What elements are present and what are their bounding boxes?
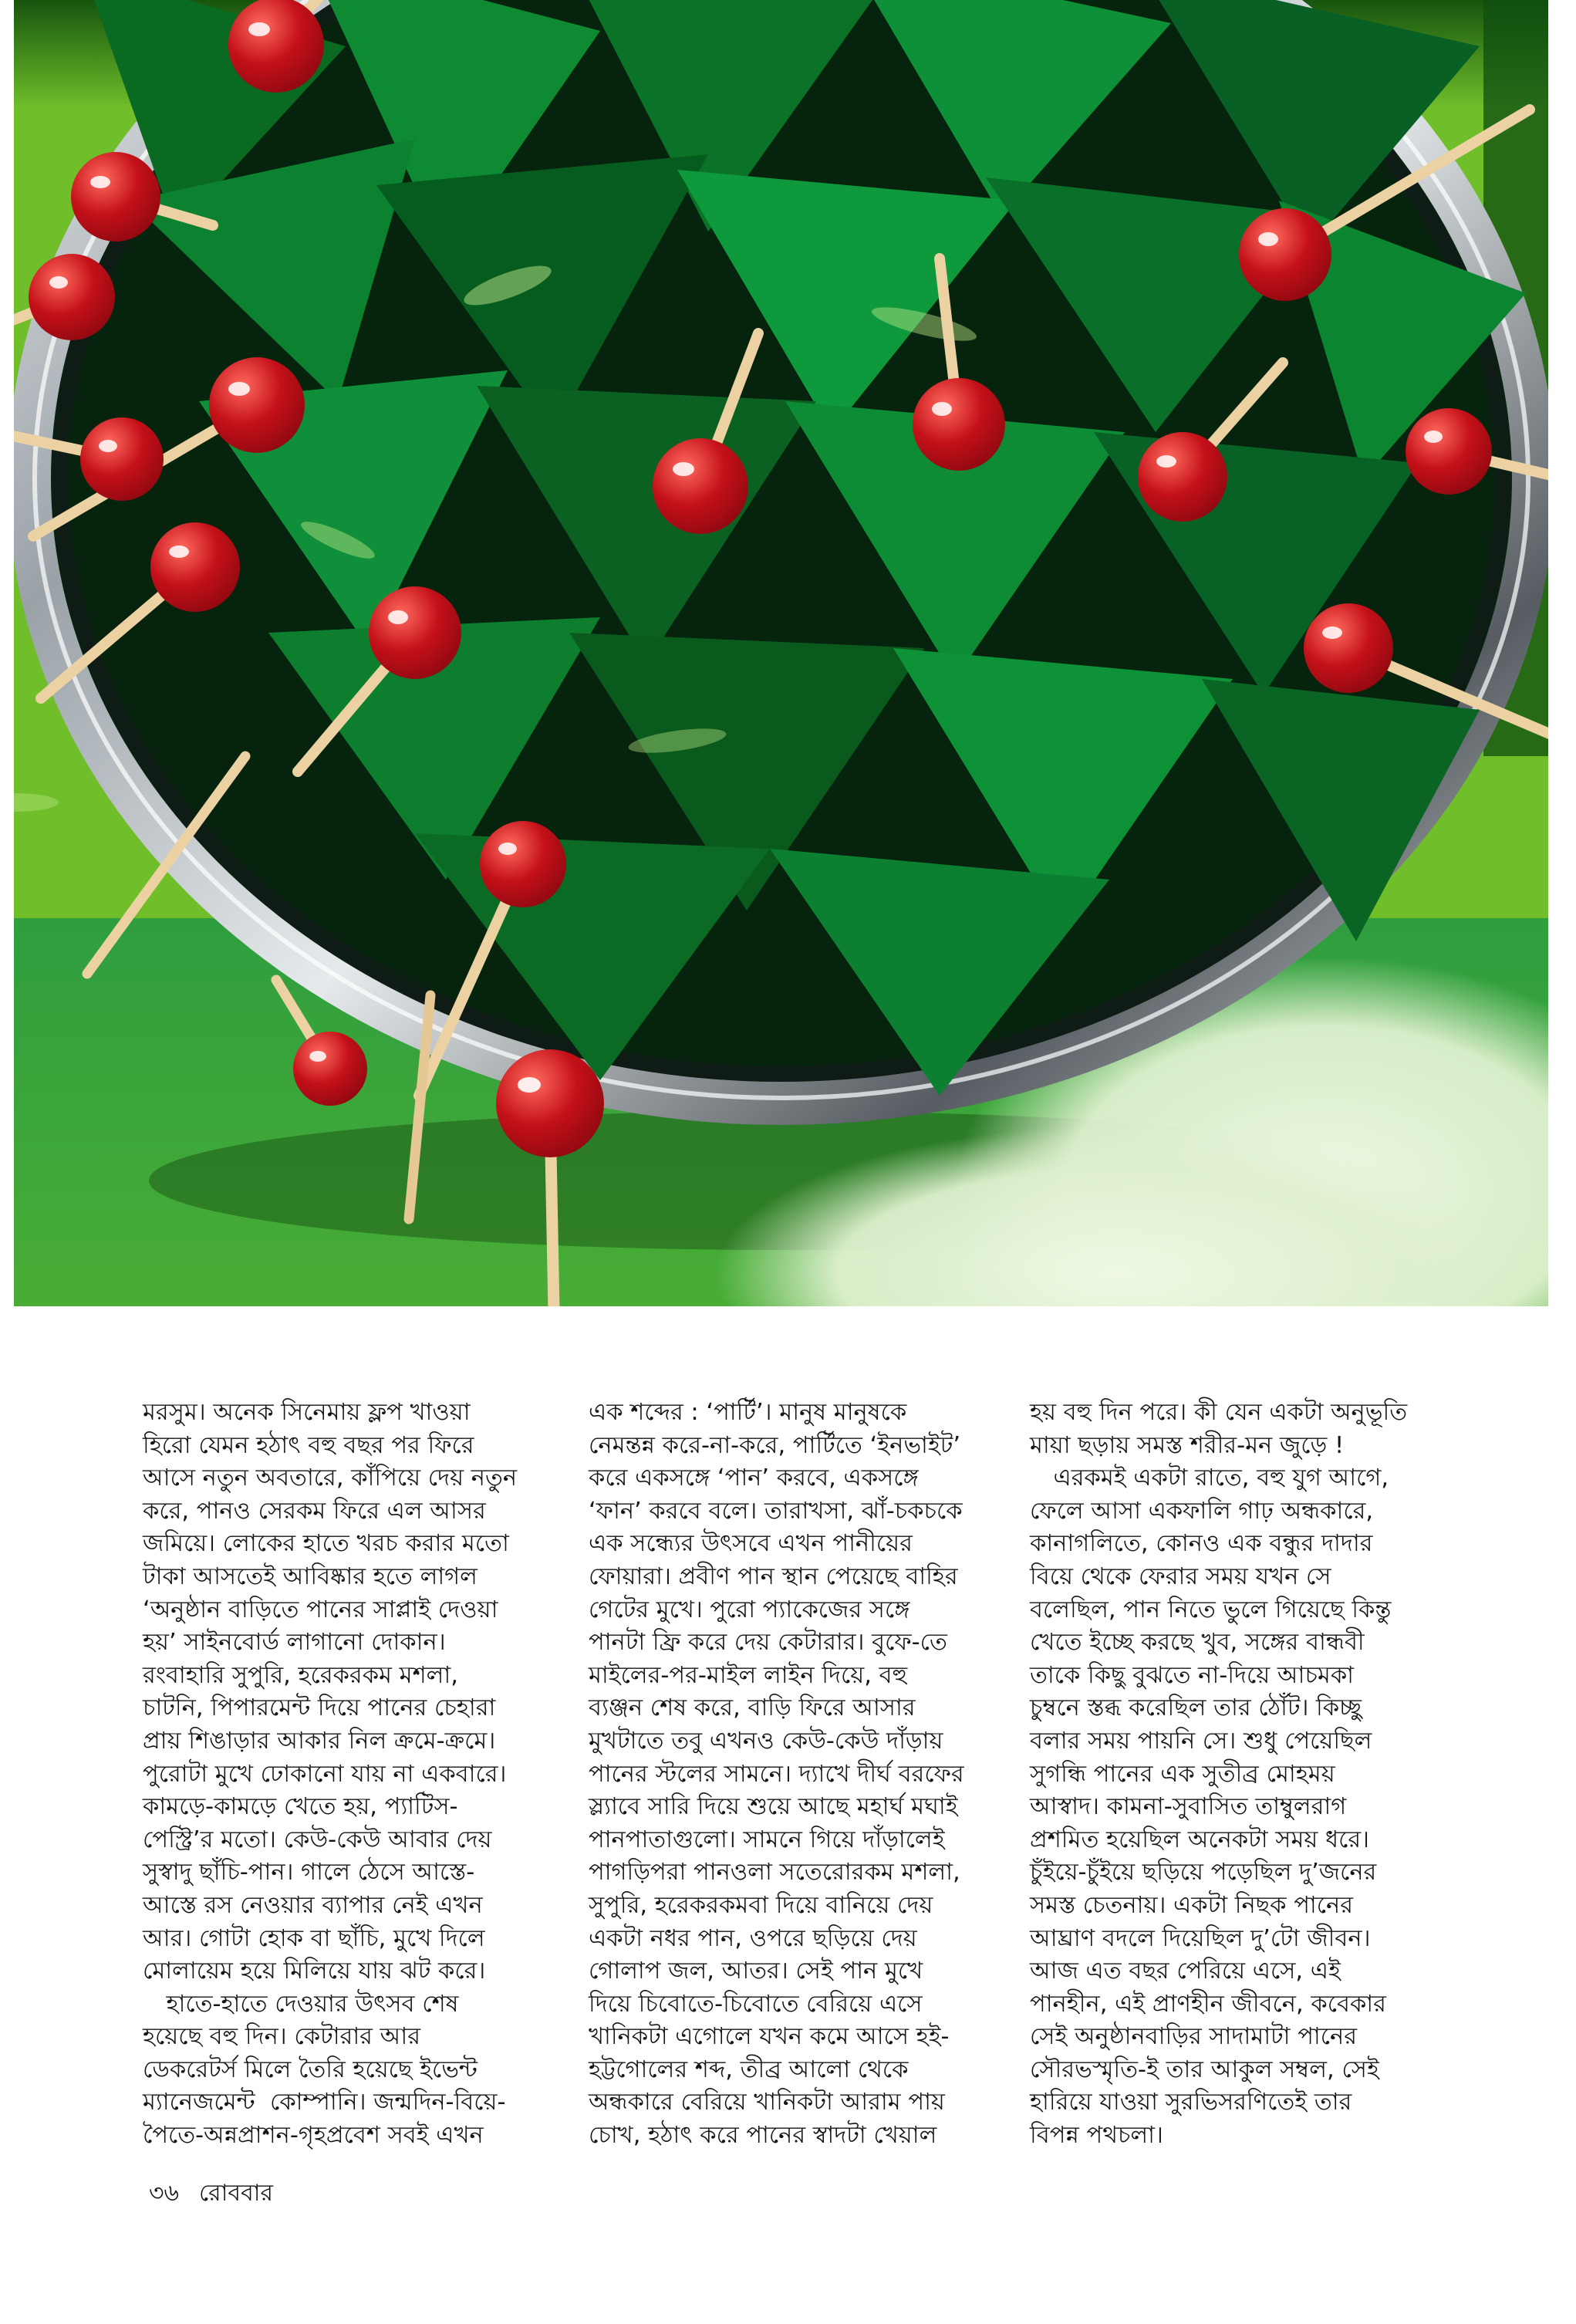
cherry bbox=[496, 1049, 604, 1157]
text-line: প্রশমিত হয়েছিল অনেকটা সময় ধরে। bbox=[1030, 1826, 1370, 1853]
text-line: পৈতে-অন্নপ্রাশন-গৃহপ্রবেশ সবই এখন bbox=[143, 2122, 484, 2150]
text-line: হিরো যেমন হঠাৎ বহু বছর পর ফিরে bbox=[143, 1431, 474, 1459]
text-line: মাইলের-পর-মাইল লাইন দিয়ে, বহু bbox=[589, 1661, 908, 1689]
text-line: এরকমই একটা রাতে, বহু যুগ আগে, bbox=[1030, 1464, 1389, 1492]
text-line: দিয়ে চিবোতে-চিবোতে বেরিয়ে এসে bbox=[589, 1990, 923, 2018]
article-photo bbox=[14, 0, 1548, 1306]
paan-bowl-photo bbox=[14, 0, 1548, 1306]
text-line: বলার সময় পায়নি সে। শুধু পেয়েছিল bbox=[1030, 1727, 1372, 1755]
text-line: পানটা ফ্রি করে দেয় কেটারার। বুফে-তে bbox=[589, 1629, 947, 1657]
text-line: ম্যানেজমেন্ট কোম্পানি। জন্মদিন-বিয়ে- bbox=[143, 2089, 506, 2116]
cherry bbox=[1239, 208, 1331, 301]
cherry-highlight bbox=[169, 546, 189, 558]
text-line: করে, পানও সেরকম ফিরে এল আসর bbox=[143, 1497, 486, 1525]
page-footer bbox=[149, 2174, 273, 2214]
text-line: চুঁইয়ে-চুঁইয়ে ছড়িয়ে পড়েছিল দু’জনের bbox=[1030, 1859, 1377, 1887]
cherry-highlight bbox=[1258, 232, 1278, 246]
text-line: নেমন্তন্ন করে-না-করে, পার্টিতে ‘ইনভাইট’ bbox=[589, 1431, 961, 1459]
text-line: বিয়ে থেকে ফেরার সময় যখন সে bbox=[1030, 1562, 1331, 1590]
text-line: রংবাহারি সুপুরি, হরেকরকম মশলা, bbox=[143, 1661, 458, 1689]
text-line: চাটনি, পিপারমেন্ট দিয়ে পানের চেহারা bbox=[143, 1694, 496, 1722]
cherry-highlight bbox=[248, 22, 270, 36]
text-line: পেস্ট্রি’র মতো। কেউ-কেউ আবার দেয় bbox=[143, 1826, 492, 1853]
text-line: সুগন্ধি পানের এক সুতীব্র মোহময় bbox=[1030, 1760, 1335, 1788]
text-column-3 bbox=[1030, 1397, 1456, 2153]
cherry-highlight bbox=[518, 1077, 541, 1093]
cherry bbox=[209, 357, 305, 453]
text-line: পানপাতাগুলো। সামনে গিয়ে দাঁড়ালেই bbox=[589, 1826, 945, 1853]
text-line: চোখ, হঠাৎ করে পানের স্বাদটা খেয়াল bbox=[589, 2122, 937, 2150]
page-number: ৩৬ bbox=[149, 2180, 180, 2207]
text-line: হয় বহু দিন পরে। কী যেন একটা অনুভূতি bbox=[1030, 1399, 1408, 1426]
text-line: মায়া ছড়ায় সমস্ত শরীর-মন জুড়ে ! bbox=[1030, 1431, 1345, 1459]
text-line: প্রায় শিঙাড়ার আকার নিল ক্রমে-ক্রমে। bbox=[143, 1727, 496, 1755]
text-line: আসে নতুন অবতারে, কাঁপিয়ে দেয় নতুন bbox=[143, 1464, 518, 1492]
cherry-highlight bbox=[99, 440, 117, 452]
text-line: পানের স্টলের সামনে। দ্যাখে দীর্ঘ বরফের bbox=[589, 1760, 964, 1788]
text-line: হয়’ সাইনবোর্ড লাগানো দোকান। bbox=[143, 1629, 446, 1657]
text-line: পুরোটা মুখে ঢোকানো যায় না একবারে। bbox=[143, 1760, 507, 1788]
cherry-highlight bbox=[388, 610, 408, 624]
text-line: পানহীন, এই প্রাণহীন জীবনে, কবেকার bbox=[1030, 1990, 1386, 2018]
text-line: ডেকরেটর্স মিলে তৈরি হয়েছে ইভেন্ট bbox=[143, 2055, 478, 2083]
text-line: জমিয়ে। লোকের হাতে খরচ করার মতো bbox=[143, 1530, 509, 1558]
text-line: হট্টগোলের শব্দ, তীব্র আলো থেকে bbox=[589, 2055, 909, 2083]
text-line: স্ল্যাবে সারি দিয়ে শুয়ে আছে মহার্ঘ মঘাই bbox=[589, 1793, 958, 1821]
text-line: টাকা আসতেই আবিষ্কার হতে লাগল bbox=[143, 1562, 478, 1590]
cherry-highlight bbox=[1424, 431, 1443, 443]
cherry-highlight bbox=[673, 462, 694, 476]
cherry bbox=[480, 821, 566, 907]
text-line: সৌরভস্মৃতি-ই তার আকুল সম্বল, সেই bbox=[1030, 2055, 1379, 2083]
text-line: চুম্বনে স্তব্ধ করেছিল তার ঠোঁট। কিচ্ছু bbox=[1030, 1694, 1362, 1722]
text-line: হারিয়ে যাওয়া সুরভিসরণিতেই তার bbox=[1030, 2089, 1352, 2116]
text-line: ফেলে আসা একফালি গাঢ় অন্ধকারে, bbox=[1030, 1497, 1374, 1525]
text-line: বলেছিল, পান নিতে ভুলে গিয়েছে কিন্তু bbox=[1030, 1596, 1392, 1623]
cherry-highlight bbox=[1156, 455, 1176, 468]
text-line: ব্যঞ্জন শেষ করে, বাড়ি ফিরে আসার bbox=[589, 1694, 916, 1722]
magazine-title: রোববার bbox=[199, 2180, 273, 2207]
text-line: মরসুম। অনেক সিনেমায় ফ্লপ খাওয়া bbox=[143, 1399, 471, 1426]
cherry bbox=[653, 438, 748, 534]
cherry-highlight bbox=[498, 843, 517, 855]
text-line: সুপুরি, হরেকরকমবা দিয়ে বানিয়ে দেয় bbox=[589, 1891, 933, 1919]
text-line: কানাগলিতে, কোনও এক বন্ধুর দাদার bbox=[1030, 1530, 1373, 1558]
text-line: গোলাপ জল, আতর। সেই পান মুখে bbox=[589, 1957, 923, 1985]
text-line: সমস্ত চেতনায়। একটা নিছক পানের bbox=[1030, 1891, 1353, 1919]
cherry bbox=[1304, 603, 1393, 693]
cherry-highlight bbox=[228, 382, 250, 396]
text-line: সেই অনুষ্ঠানবাড়ির সাদামাটা পানের bbox=[1030, 2023, 1357, 2051]
text-line: একটা নধর পান, ওপরে ছড়িয়ে দেয় bbox=[589, 1924, 917, 1952]
text-line: আর। গোটা হোক বা ছাঁচি, মুখে দিলে bbox=[143, 1924, 485, 1952]
text-line: অন্ধকারে বেরিয়ে খানিকটা আরাম পায় bbox=[589, 2089, 945, 2116]
text-line: এক শব্দের : ‘পার্টি’। মানুষ মানুষকে bbox=[589, 1399, 907, 1426]
text-line: সুস্বাদু ছাঁচি-পান। গালে ঠেসে আস্তে- bbox=[143, 1859, 475, 1887]
cherry bbox=[150, 522, 240, 612]
text-line: করে একসঙ্গে ‘পান’ করবে, একসঙ্গে bbox=[589, 1464, 919, 1492]
cherry-highlight bbox=[932, 402, 952, 416]
text-line: আঘ্রাণ বদলে দিয়েছিল দু’টো জীবন। bbox=[1030, 1924, 1371, 1952]
text-line: পাগড়িপরা পানওলা সতেরোরকম মশলা, bbox=[589, 1859, 960, 1887]
text-line: আস্তে রস নেওয়ার ব্যাপার নেই এখন bbox=[143, 1891, 483, 1919]
text-line: আজ এত বছর পেরিয়ে এসে, এই bbox=[1030, 1957, 1341, 1985]
text-line: ‘ফান’ করবে বলে। তারাখসা, ঝাঁ-চকচকে bbox=[589, 1497, 963, 1525]
cherry-highlight bbox=[90, 176, 110, 188]
text-line: খানিকটা এগোলে যখন কমে আসে হই- bbox=[589, 2023, 950, 2051]
text-line: হাতে-হাতে দেওয়ার উৎসব শেষ bbox=[143, 1990, 459, 2018]
text-line: ফোয়ারা। প্রবীণ পান স্থান পেয়েছে বাহির bbox=[589, 1562, 958, 1590]
cherry bbox=[29, 254, 115, 340]
cherry-highlight bbox=[309, 1051, 326, 1062]
text-line: মোলায়েম হয়ে মিলিয়ে যায় ঝট করে। bbox=[143, 1957, 486, 1985]
text-line: গেটের মুখে। পুরো প্যাকেজের সঙ্গে bbox=[589, 1596, 910, 1623]
cherry bbox=[1138, 432, 1227, 522]
cherry bbox=[71, 152, 160, 242]
cherry bbox=[369, 586, 461, 679]
cherry bbox=[80, 417, 164, 501]
text-line: খেতে ইচ্ছে করছে খুব, সঙ্গের বান্ধবী bbox=[1030, 1629, 1365, 1657]
cherry bbox=[913, 378, 1005, 471]
cherry bbox=[293, 1032, 367, 1106]
cherry-highlight bbox=[49, 276, 68, 289]
text-line: কামড়ে-কামড়ে খেতে হয়, প্যাটিস- bbox=[143, 1793, 458, 1821]
text-line: হয়েছে বহু দিন। কেটারার আর bbox=[143, 2023, 421, 2051]
text-line: এক সন্ধ্যের উৎসবে এখন পানীয়ের bbox=[589, 1530, 913, 1558]
text-column-1 bbox=[143, 1397, 548, 2153]
text-column-2 bbox=[589, 1397, 994, 2153]
text-line: ‘অনুষ্ঠান বাড়িতে পানের সাপ্লাই দেওয়া bbox=[143, 1596, 498, 1623]
cherry bbox=[1406, 408, 1492, 495]
text-line: বিপন্ন পথচলা। bbox=[1030, 2122, 1163, 2150]
text-line: তাকে কিছু বুঝতে না-দিয়ে আচমকা bbox=[1030, 1661, 1355, 1689]
cherry-highlight bbox=[1322, 627, 1342, 639]
cherry bbox=[228, 0, 324, 93]
text-line: মুখটাতে তবু এখনও কেউ-কেউ দাঁড়ায় bbox=[589, 1727, 943, 1755]
text-line: আস্বাদ। কামনা-সুবাসিত তাম্বুলরাগ bbox=[1030, 1793, 1347, 1821]
